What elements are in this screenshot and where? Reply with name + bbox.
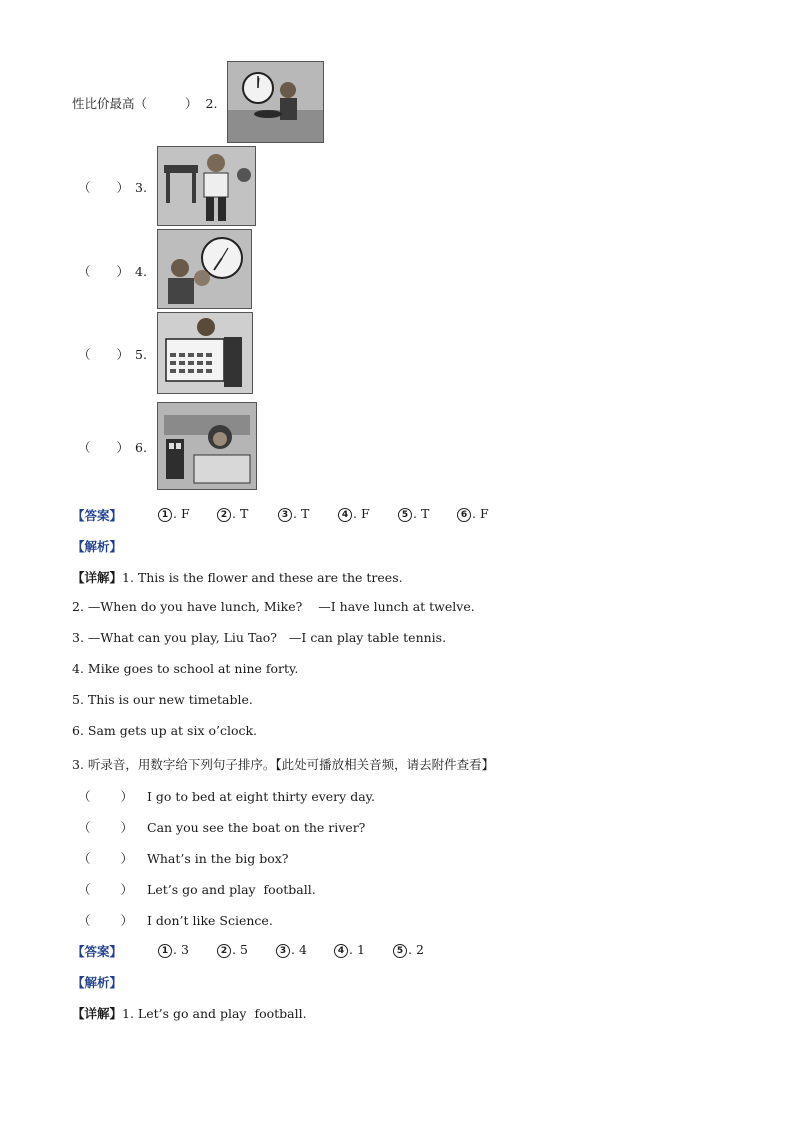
- question-row-6: （ ） 6.: [78, 440, 147, 455]
- picture-6-getting-up: [157, 402, 257, 490]
- row-bracket-close: ）: [185, 96, 198, 111]
- analysis-label: 【解析】: [72, 539, 123, 554]
- answer-item: 1 . F: [158, 506, 190, 522]
- detail-line-1: 【详解】1. This is the flower and these are the trees.: [72, 570, 403, 585]
- answer-item: 2 . 5: [217, 942, 248, 958]
- lunch-clock-illustration: [228, 62, 323, 142]
- detail-line-6: 6. Sam gets up at six o’clock.: [72, 723, 258, 738]
- answer-item: 5 . 2: [393, 942, 424, 958]
- boy-table-illustration: [158, 147, 255, 225]
- detail-line-5: 5. This is our new timetable.: [72, 692, 253, 707]
- sentence-row: （ ） What’s in the big box?: [78, 851, 289, 866]
- row-prefix: 性比价最高（: [72, 96, 148, 111]
- picture-4-clock-school: [157, 229, 252, 309]
- detail-line-1: 【详解】1. Let’s go and play football.: [72, 1006, 307, 1021]
- analysis-label: 【解析】: [72, 975, 123, 990]
- answer-item: 2 . T: [217, 506, 248, 522]
- question-row-2: [72, 94, 217, 112]
- sentence-row: （ ） Let’s go and play football.: [78, 882, 316, 897]
- detail-line-2: 2. —When do you have lunch, Mike? —I have lunch at twelve.: [72, 599, 475, 614]
- question-row-4: （ ） 4.: [78, 264, 147, 279]
- clock-school-illustration: [158, 230, 251, 308]
- detail-line-4: 4. Mike goes to school at nine forty.: [72, 661, 299, 676]
- answer-item: 3 . 4: [276, 942, 307, 958]
- question-row-3: （ ） 3.: [78, 180, 147, 195]
- detail-line-3: 3. —What can you play, Liu Tao? —I can play table tennis.: [72, 630, 447, 645]
- answer-item: 4 . 1: [334, 942, 365, 958]
- sentence-row: （ ） I go to bed at eight thirty every day.: [78, 789, 376, 804]
- question-3-title: 3. 听录音，用数字给下列句子排序。【此处可播放相关音频，请去附件查看】: [72, 757, 495, 772]
- timetable-illustration: [158, 313, 252, 393]
- sentence-row: （ ） I don’t like Science.: [78, 913, 273, 928]
- answer-item: 5 . T: [398, 506, 429, 522]
- answer-item: 3 . T: [278, 506, 309, 522]
- picture-2-lunch-clock: [227, 61, 324, 143]
- sentence-row: （ ） Can you see the boat on the river?: [78, 820, 366, 835]
- picture-3-boy-table: [157, 146, 256, 226]
- answer-item: 1 . 3: [158, 942, 189, 958]
- question-row-5: （ ） 5.: [78, 347, 147, 362]
- getting-up-illustration: [158, 403, 256, 489]
- answer-label: 【答案】: [72, 508, 123, 523]
- picture-5-timetable: [157, 312, 253, 394]
- answer-item: 4 . F: [338, 506, 370, 522]
- answer-label: 【答案】: [72, 944, 123, 959]
- row-number: 2.: [205, 96, 218, 111]
- answer-item: 6 . F: [457, 506, 489, 522]
